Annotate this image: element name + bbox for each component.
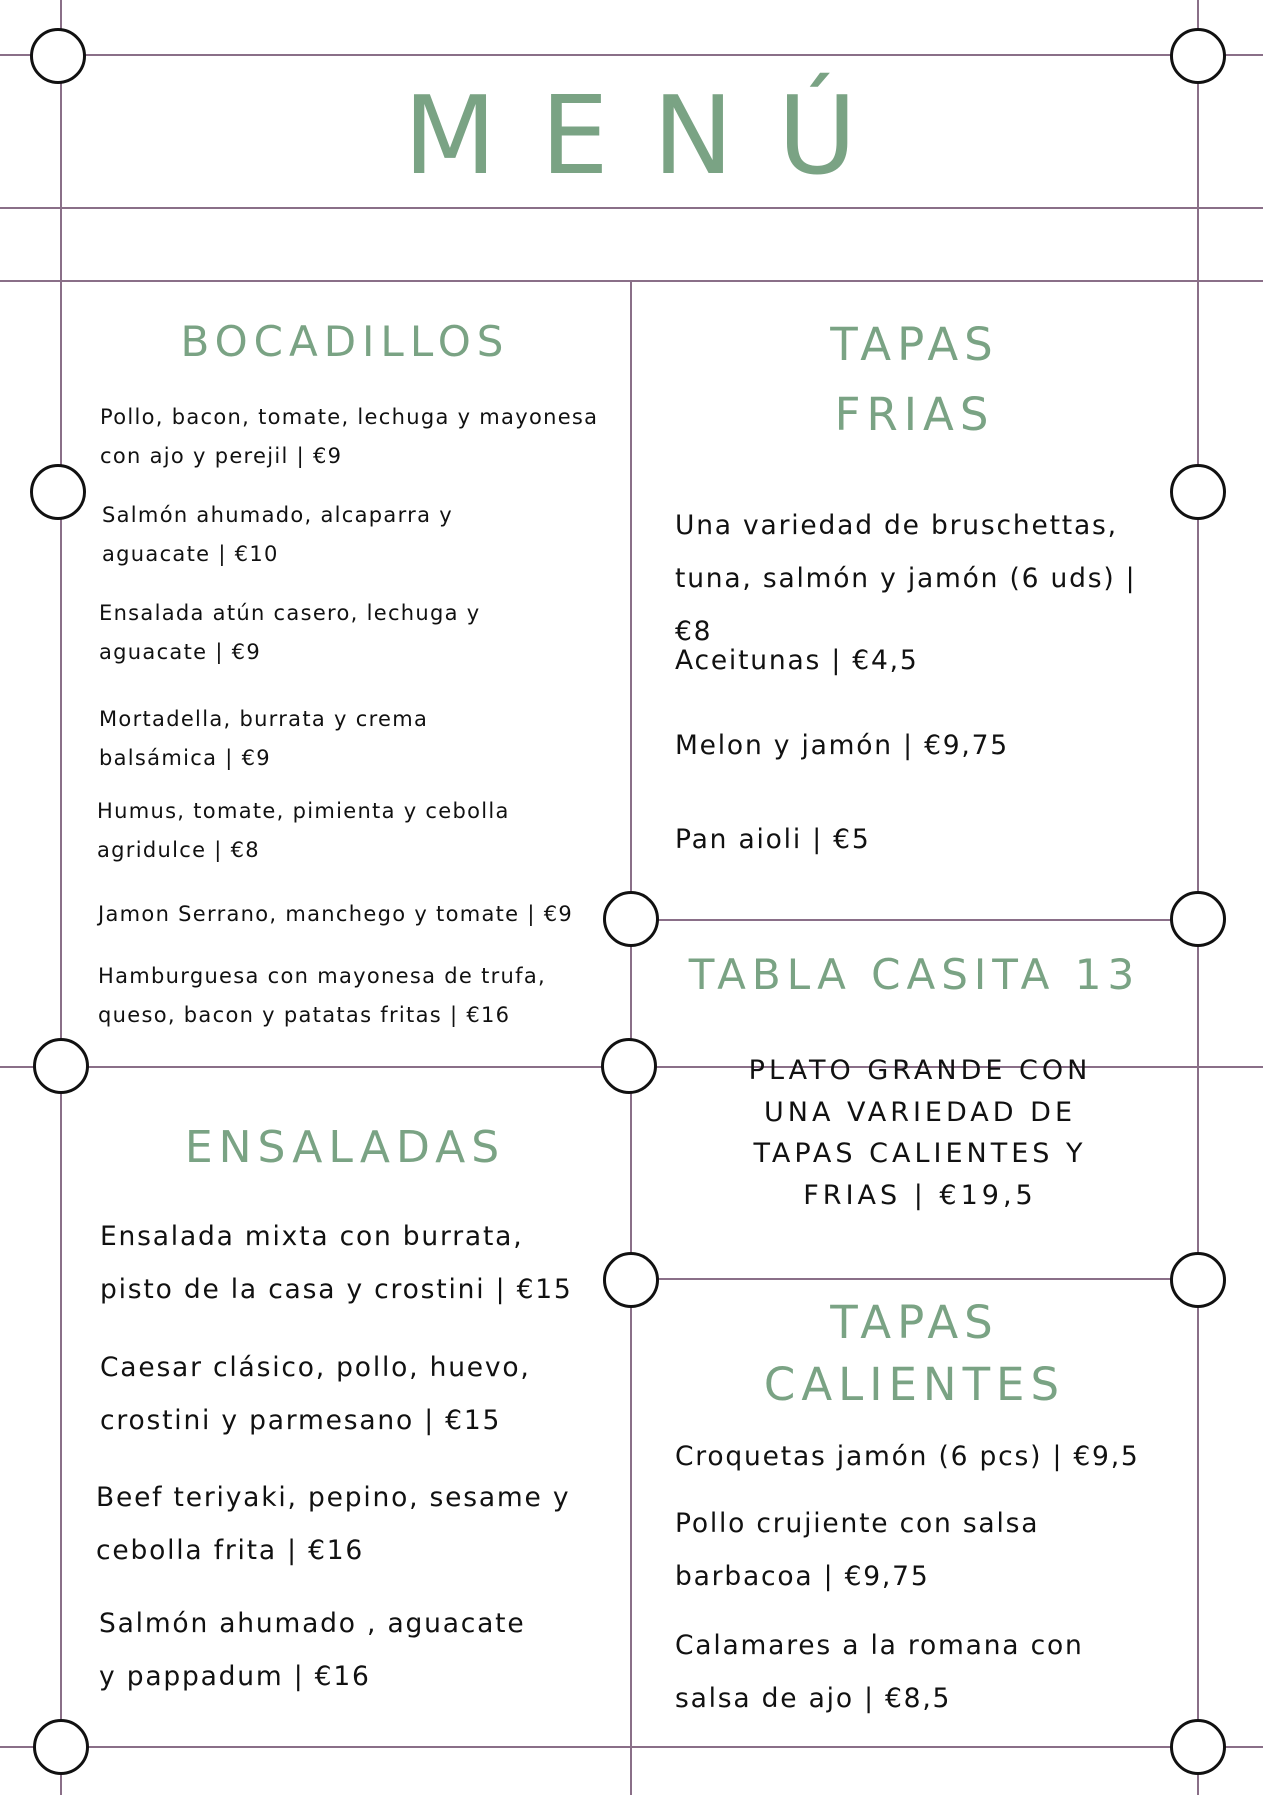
corner-circle [601,1038,657,1094]
menu-item-ensalada: Caesar clásico, pollo, huevo, crostini y parmesano | €15 [100,1352,531,1436]
grid-line [631,919,1197,921]
menu-item-bocadillo: Jamon Serrano, manchego y tomate | €9 [98,902,574,926]
grid-line [631,1278,1197,1280]
menu-item-tapa-caliente: Pollo crujiente con salsa barbacoa | €9,75 [675,1508,1040,1592]
grid-line [0,54,1263,56]
corner-circle [1170,464,1226,520]
menu-item-ensalada: Ensalada mixta con burrata, pisto de la casa y crostini | €15 [100,1221,573,1305]
tapas-frias-heading-line2: FRIAS [834,388,995,441]
bocadillos-heading: BOCADILLOS [180,317,510,366]
menu-item-bocadillo: Mortadella, burrata y crema balsámica | €9 [99,707,429,770]
menu-item-bocadillo: Salmón ahumado, alcaparra y aguacate | €10 [102,503,453,566]
corner-circle [1170,891,1226,947]
tapas-calientes-heading [632,1292,1197,1416]
corner-circle [1170,1719,1226,1775]
ensaladas-heading: ENSALADAS [184,1122,506,1173]
menu-item-bocadillo: Ensalada atún casero, lechuga y aguacate | €9 [99,601,481,664]
tabla-casita-description: PLATO GRANDE CON UNA VARIEDAD DE TAPAS CALIENTES Y FRIAS | €19,5 [748,1055,1092,1211]
menu-item-tapa-fria: Una variedad de bruschettas, tuna, salmón y jamón (6 uds) | €8 [675,510,1137,647]
menu-item-bocadillo: Pollo, bacon, tomate, lechuga y mayonesa con ajo y perejil | €9 [100,405,599,468]
tabla-casita-heading: TABLA CASITA 13 [688,950,1141,999]
corner-circle [33,1038,89,1094]
menu-item-bocadillo: Humus, tomate, pimienta y cebolla agridulce | €8 [97,799,510,862]
menu-item-tapa-caliente: Calamares a la romana con salsa de ajo | €8,5 [675,1630,1084,1714]
tapas-frias-heading [632,310,1197,450]
menu-item-ensalada: Salmón ahumado , aguacate y pappadum | €16 [99,1608,526,1692]
menu-item-tapa-fria: Melon y jamón | €9,75 [675,730,1009,761]
menu-item-bocadillo: Hamburguesa con mayonesa de trufa, queso, bacon y patatas fritas | €16 [98,964,546,1027]
tapas-frias-heading-line1: TAPAS [830,318,999,371]
menu-item-ensalada: Beef teriyaki, pepino, sesame y cebolla frita | €16 [96,1482,571,1566]
grid-line [0,207,1263,209]
tapas-calientes-heading-line1: TAPAS [830,1296,999,1349]
menu-item-tapa-caliente: Croquetas jamón (6 pcs) | €9,5 [675,1441,1140,1472]
menu-item-tapa-fria: Pan aioli | €5 [675,824,871,855]
corner-circle [30,464,86,520]
menu-item-tapa-fria: Aceitunas | €4,5 [675,645,919,676]
corner-circle [33,1719,89,1775]
tapas-calientes-heading-line2: CALIENTES [763,1358,1066,1411]
page-title: MENÚ [403,74,901,199]
grid-line [60,0,62,1795]
